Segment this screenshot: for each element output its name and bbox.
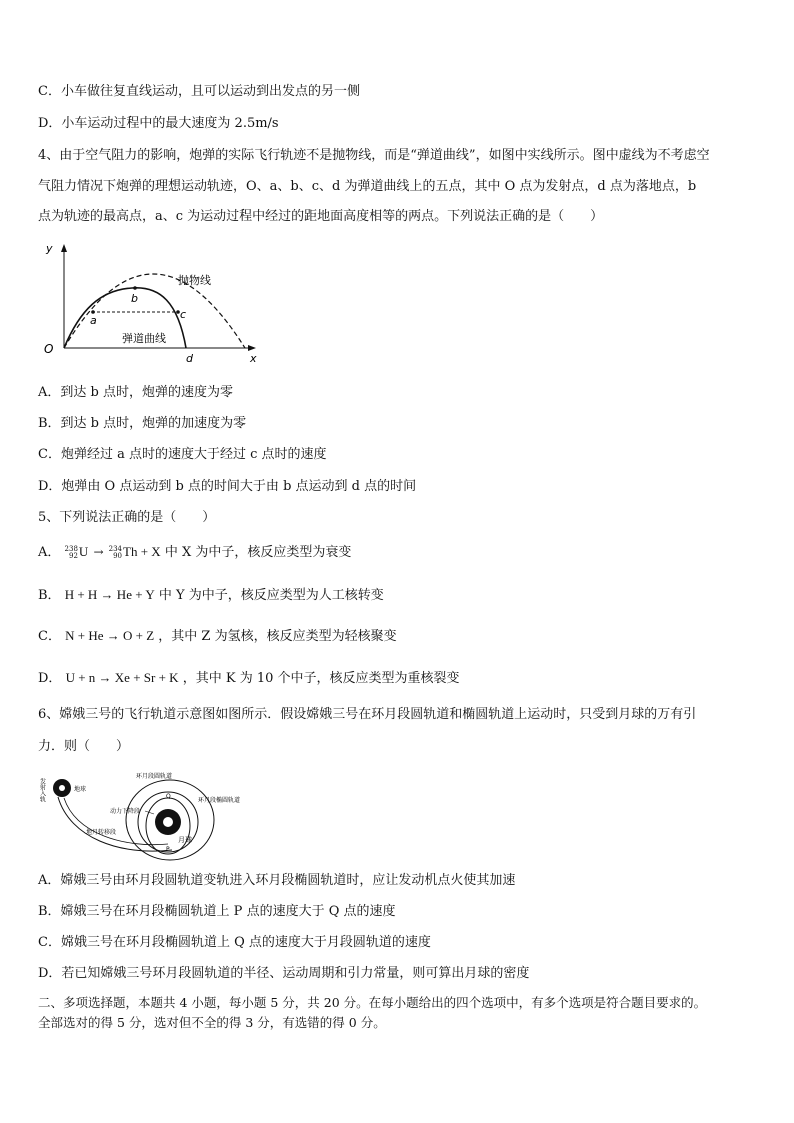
q5-a-text: 中 X 为中子，核反应类型为衰变 — [164, 545, 352, 560]
section2-line2: 全部选对的得 5 分，选对但不全的得 3 分，有选错的得 0 分。 — [38, 1015, 386, 1030]
q4-option-b: B．到达 b 点时，炮弹的加速度为零 — [38, 416, 247, 431]
q4-option-a: A．到达 b 点时，炮弹的速度为零 — [38, 385, 233, 400]
q5-c-equation: N + He → O + Z — [65, 628, 155, 643]
label-earth: 地球 — [74, 786, 87, 793]
transfer-trajectory — [58, 797, 172, 851]
q6-option-c: C．嫦娥三号在环月段椭圆轨道上 Q 点的速度大于月段圆轨道的速度 — [38, 935, 431, 950]
q5-a-products: Th + X — [123, 544, 161, 559]
q5-a-arrow: → — [93, 545, 104, 559]
label-circle-orbit: 环月段圆轨道 — [136, 773, 173, 780]
transfer-trajectory-outer — [64, 798, 168, 845]
earth-core — [59, 785, 65, 791]
q6-orbit-figure — [40, 768, 272, 866]
label-c: c — [180, 308, 187, 321]
section2-line1: 二、多项选择题，本题共 4 小题，每小题 5 分，共 20 分。在每小题给出的四个选项中，有多个选项是符合题目要求的。 — [38, 995, 707, 1010]
point-b — [133, 286, 137, 290]
q5-a-label: A． — [38, 545, 61, 560]
label-ellipse-orbit: 环月段椭圆轨道 — [198, 797, 241, 804]
label-descent: 动力下降段 — [110, 808, 141, 815]
q4-stem-line1: 4、由于空气阻力的影响，炮弹的实际飞行轨迹不是抛物线，而是“弹道曲线”，如图中实线所示。图中虚线为不考虑空 — [38, 148, 710, 163]
label-transfer: 地月转移段 — [86, 829, 117, 836]
q6-stem-line1: 6、嫦娥三号的飞行轨道示意图如图所示．假设嫦娥三号在环月段圆轨道和椭圆轨道上运动时，只受到月球的万有引 — [38, 707, 697, 722]
q3-option-c: C．小车做往复直线运动，且可以运动到出发点的另一侧 — [38, 84, 360, 99]
q5-b-text: 中 Y 为中子，核反应类型为人工核转变 — [158, 588, 384, 603]
label-q: Q — [166, 793, 171, 800]
label-b: b — [131, 292, 138, 305]
q6-stem-line2: 力．则（ ） — [38, 739, 130, 754]
y-axis-arrow — [61, 244, 67, 252]
q5-b-label: B． — [38, 588, 61, 603]
x-axis-arrow — [248, 345, 256, 351]
label-d: d — [186, 352, 193, 365]
q4-trajectory-figure — [40, 240, 270, 365]
q5-a-th-isotope: 234 90 — [108, 544, 123, 560]
q5-c-label: C． — [38, 629, 61, 644]
q5-c-text: ，其中 Z 为氢核，核反应类型为轻核聚变 — [158, 629, 397, 644]
label-moon: 月球 — [178, 836, 192, 844]
q4-option-d: D．炮弹由 O 点运动到 b 点的时间大于由 b 点运动到 d 点的时间 — [38, 479, 417, 494]
q3-option-d: D．小车运动过程中的最大速度为 2.5m/s — [38, 116, 279, 131]
label-launch: 发射入轨 — [38, 778, 46, 802]
q5-option-d — [38, 670, 460, 687]
q5-a-u-isotope: 238 92 — [64, 544, 78, 560]
label-a: a — [90, 314, 97, 327]
label-p: P — [166, 846, 170, 853]
q4-stem-line2: 气阻力情况下炮弹的理想运动轨迹，O、a、b、c、d 为弹道曲线上的五点，其中 O 点为发射点，d 点为落地点，b — [38, 179, 697, 194]
q6-option-a: A．嫦娥三号由环月段圆轨道变轨进入环月段椭圆轨道时，应让发动机点火使其加速 — [38, 873, 516, 888]
label-ballistic: 弹道曲线 — [122, 332, 166, 345]
q6-option-d: D．若已知嫦娥三号环月段圆轨道的半径、运动周期和引力常量，则可算出月球的密度 — [38, 966, 530, 981]
q5-option-b — [38, 587, 384, 604]
label-y: y — [46, 242, 53, 255]
q5-option-c — [38, 628, 397, 645]
q5-d-text: ，其中 K 为 10 个中子，核反应类型为重核裂变 — [182, 671, 460, 686]
q6-option-b: B．嫦娥三号在环月段椭圆轨道上 P 点的速度大于 Q 点的速度 — [38, 904, 396, 919]
moon-inner — [163, 817, 173, 827]
q4-stem-line3: 点为轨迹的最高点，a、c 为运动过程中经过的距地面高度相等的两点。下列说法正确的是（ ） — [38, 209, 604, 224]
label-parabola: 抛物线 — [178, 274, 211, 287]
q5-b-equation: H + H → He + Y — [64, 587, 155, 602]
q5-d-label: D． — [38, 671, 62, 686]
q5-stem: 5、下列说法正确的是（ ） — [38, 510, 216, 525]
label-x: x — [250, 352, 257, 365]
label-o: O — [44, 342, 54, 356]
q5-option-a — [38, 544, 351, 561]
q5-d-equation: U + n → Xe + Sr + K — [65, 670, 179, 685]
q4-option-c: C．炮弹经过 a 点时的速度大于经过 c 点时的速度 — [38, 447, 327, 462]
q5-a-u-symbol: U — [78, 544, 89, 559]
